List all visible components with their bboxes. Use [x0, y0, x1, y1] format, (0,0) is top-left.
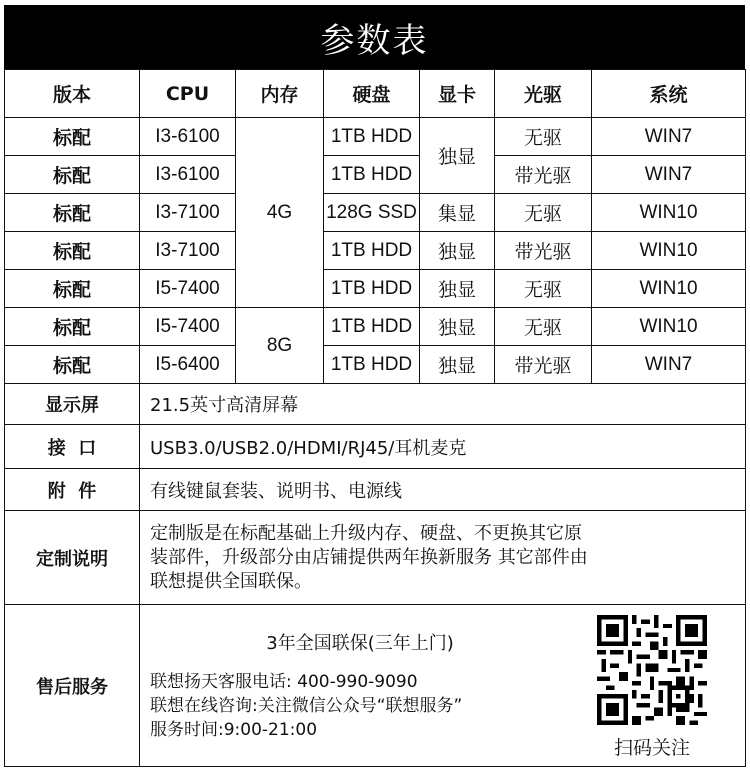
- accessories-label: 附 件: [5, 469, 140, 511]
- header-os: 系统: [592, 70, 746, 118]
- header-gpu: 显卡: [420, 70, 495, 118]
- disk-cell: 1TB HDD: [324, 270, 420, 308]
- table-row: [5, 308, 746, 346]
- ports-row: [5, 425, 746, 469]
- model-cell: 标配: [5, 308, 140, 346]
- table-row: [5, 118, 746, 156]
- hotline-text: 联想扬天客服电话: 400-990-9090: [150, 671, 418, 692]
- spec-header-row: [5, 70, 746, 118]
- cpu-cell: I5-7400: [140, 270, 236, 308]
- accessories-value: 有线键鼠套装、说明书、电源线: [140, 469, 746, 511]
- gpu-cell: 独显: [420, 270, 495, 308]
- display-value: 21.5英寸高清屏幕: [140, 384, 746, 425]
- os-cell: WIN10: [592, 194, 746, 232]
- cpu-cell: I3-7100: [140, 232, 236, 270]
- gpu-cell: 独显: [420, 308, 495, 346]
- header-version: 版本: [5, 70, 140, 118]
- info-table: [4, 383, 746, 767]
- custom-label: 定制说明: [5, 511, 140, 605]
- os-cell: WIN10: [592, 308, 746, 346]
- optical-cell: 带光驱: [495, 346, 592, 384]
- after-sales-label: 售后服务: [5, 605, 140, 767]
- header-memory: 内存: [236, 70, 324, 118]
- disk-cell: 1TB HDD: [324, 118, 420, 156]
- os-cell: WIN7: [592, 156, 746, 194]
- model-cell: 标配: [5, 232, 140, 270]
- model-cell: 标配: [5, 194, 140, 232]
- table-row: [5, 270, 746, 308]
- optical-cell: 无驱: [495, 118, 592, 156]
- memory-cell: 4G: [236, 118, 324, 308]
- optical-cell: 无驱: [495, 270, 592, 308]
- cpu-cell: I5-6400: [140, 346, 236, 384]
- custom-row: [5, 511, 746, 605]
- disk-cell: 1TB HDD: [324, 308, 420, 346]
- model-cell: 标配: [5, 270, 140, 308]
- display-row: [5, 384, 746, 425]
- ports-label: 接 口: [5, 425, 140, 469]
- after-sales-row: [5, 605, 746, 767]
- os-cell: WIN7: [592, 346, 746, 384]
- qr-code-icon[interactable]: [597, 615, 707, 725]
- qr-caption: 扫码关注: [613, 736, 690, 759]
- disk-cell: 1TB HDD: [324, 232, 420, 270]
- wechat-text: 联想在线咨询:关注微信公众号“联想服务”: [150, 695, 463, 716]
- hours-text: 服务时间:9:00-21:00: [150, 719, 318, 740]
- custom-line-3: 联想提供全国联保。: [150, 570, 312, 592]
- model-cell: 标配: [5, 118, 140, 156]
- ports-value: USB3.0/USB2.0/HDMI/RJ45/耳机麦克: [140, 425, 746, 469]
- header-cpu: CPU: [140, 70, 236, 118]
- cpu-cell: I3-7100: [140, 194, 236, 232]
- os-cell: WIN10: [592, 232, 746, 270]
- gpu-cell: 独显: [420, 346, 495, 384]
- custom-line-2: 装部件，升级部分由店铺提供两年换新服务 其它部件由: [150, 546, 588, 568]
- disk-cell: 1TB HDD: [324, 156, 420, 194]
- optical-cell: 带光驱: [495, 232, 592, 270]
- page-title: 参数表: [4, 5, 745, 69]
- gpu-cell: 集显: [420, 194, 495, 232]
- disk-cell: 128G SSD: [324, 194, 420, 232]
- os-cell: WIN10: [592, 270, 746, 308]
- cpu-cell: I3-6100: [140, 156, 236, 194]
- disk-cell: 1TB HDD: [324, 346, 420, 384]
- gpu-cell: 独显: [420, 232, 495, 270]
- cpu-cell: I3-6100: [140, 118, 236, 156]
- spec-table: [4, 69, 746, 384]
- gpu-cell: 独显: [420, 118, 495, 194]
- table-row: [5, 156, 746, 194]
- model-cell: 标配: [5, 156, 140, 194]
- optical-cell: 无驱: [495, 194, 592, 232]
- optical-cell: 无驱: [495, 308, 592, 346]
- accessories-row: [5, 469, 746, 511]
- table-row: [5, 346, 746, 384]
- custom-line-1: 定制版是在标配基础上升级内存、硬盘、不更换其它原: [150, 522, 582, 544]
- custom-value: [140, 511, 746, 605]
- cpu-cell: I5-7400: [140, 308, 236, 346]
- header-disk: 硬盘: [324, 70, 420, 118]
- warranty-text: 3年全国联保(三年上门): [266, 632, 454, 654]
- optical-cell: 带光驱: [495, 156, 592, 194]
- model-cell: 标配: [5, 346, 140, 384]
- memory-cell: 8G: [236, 308, 324, 384]
- table-row: [5, 232, 746, 270]
- os-cell: WIN7: [592, 118, 746, 156]
- after-sales-value: [140, 605, 746, 767]
- spec-sheet: [4, 5, 745, 777]
- display-label: 显示屏: [5, 384, 140, 425]
- table-row: [5, 194, 746, 232]
- header-optical: 光驱: [495, 70, 592, 118]
